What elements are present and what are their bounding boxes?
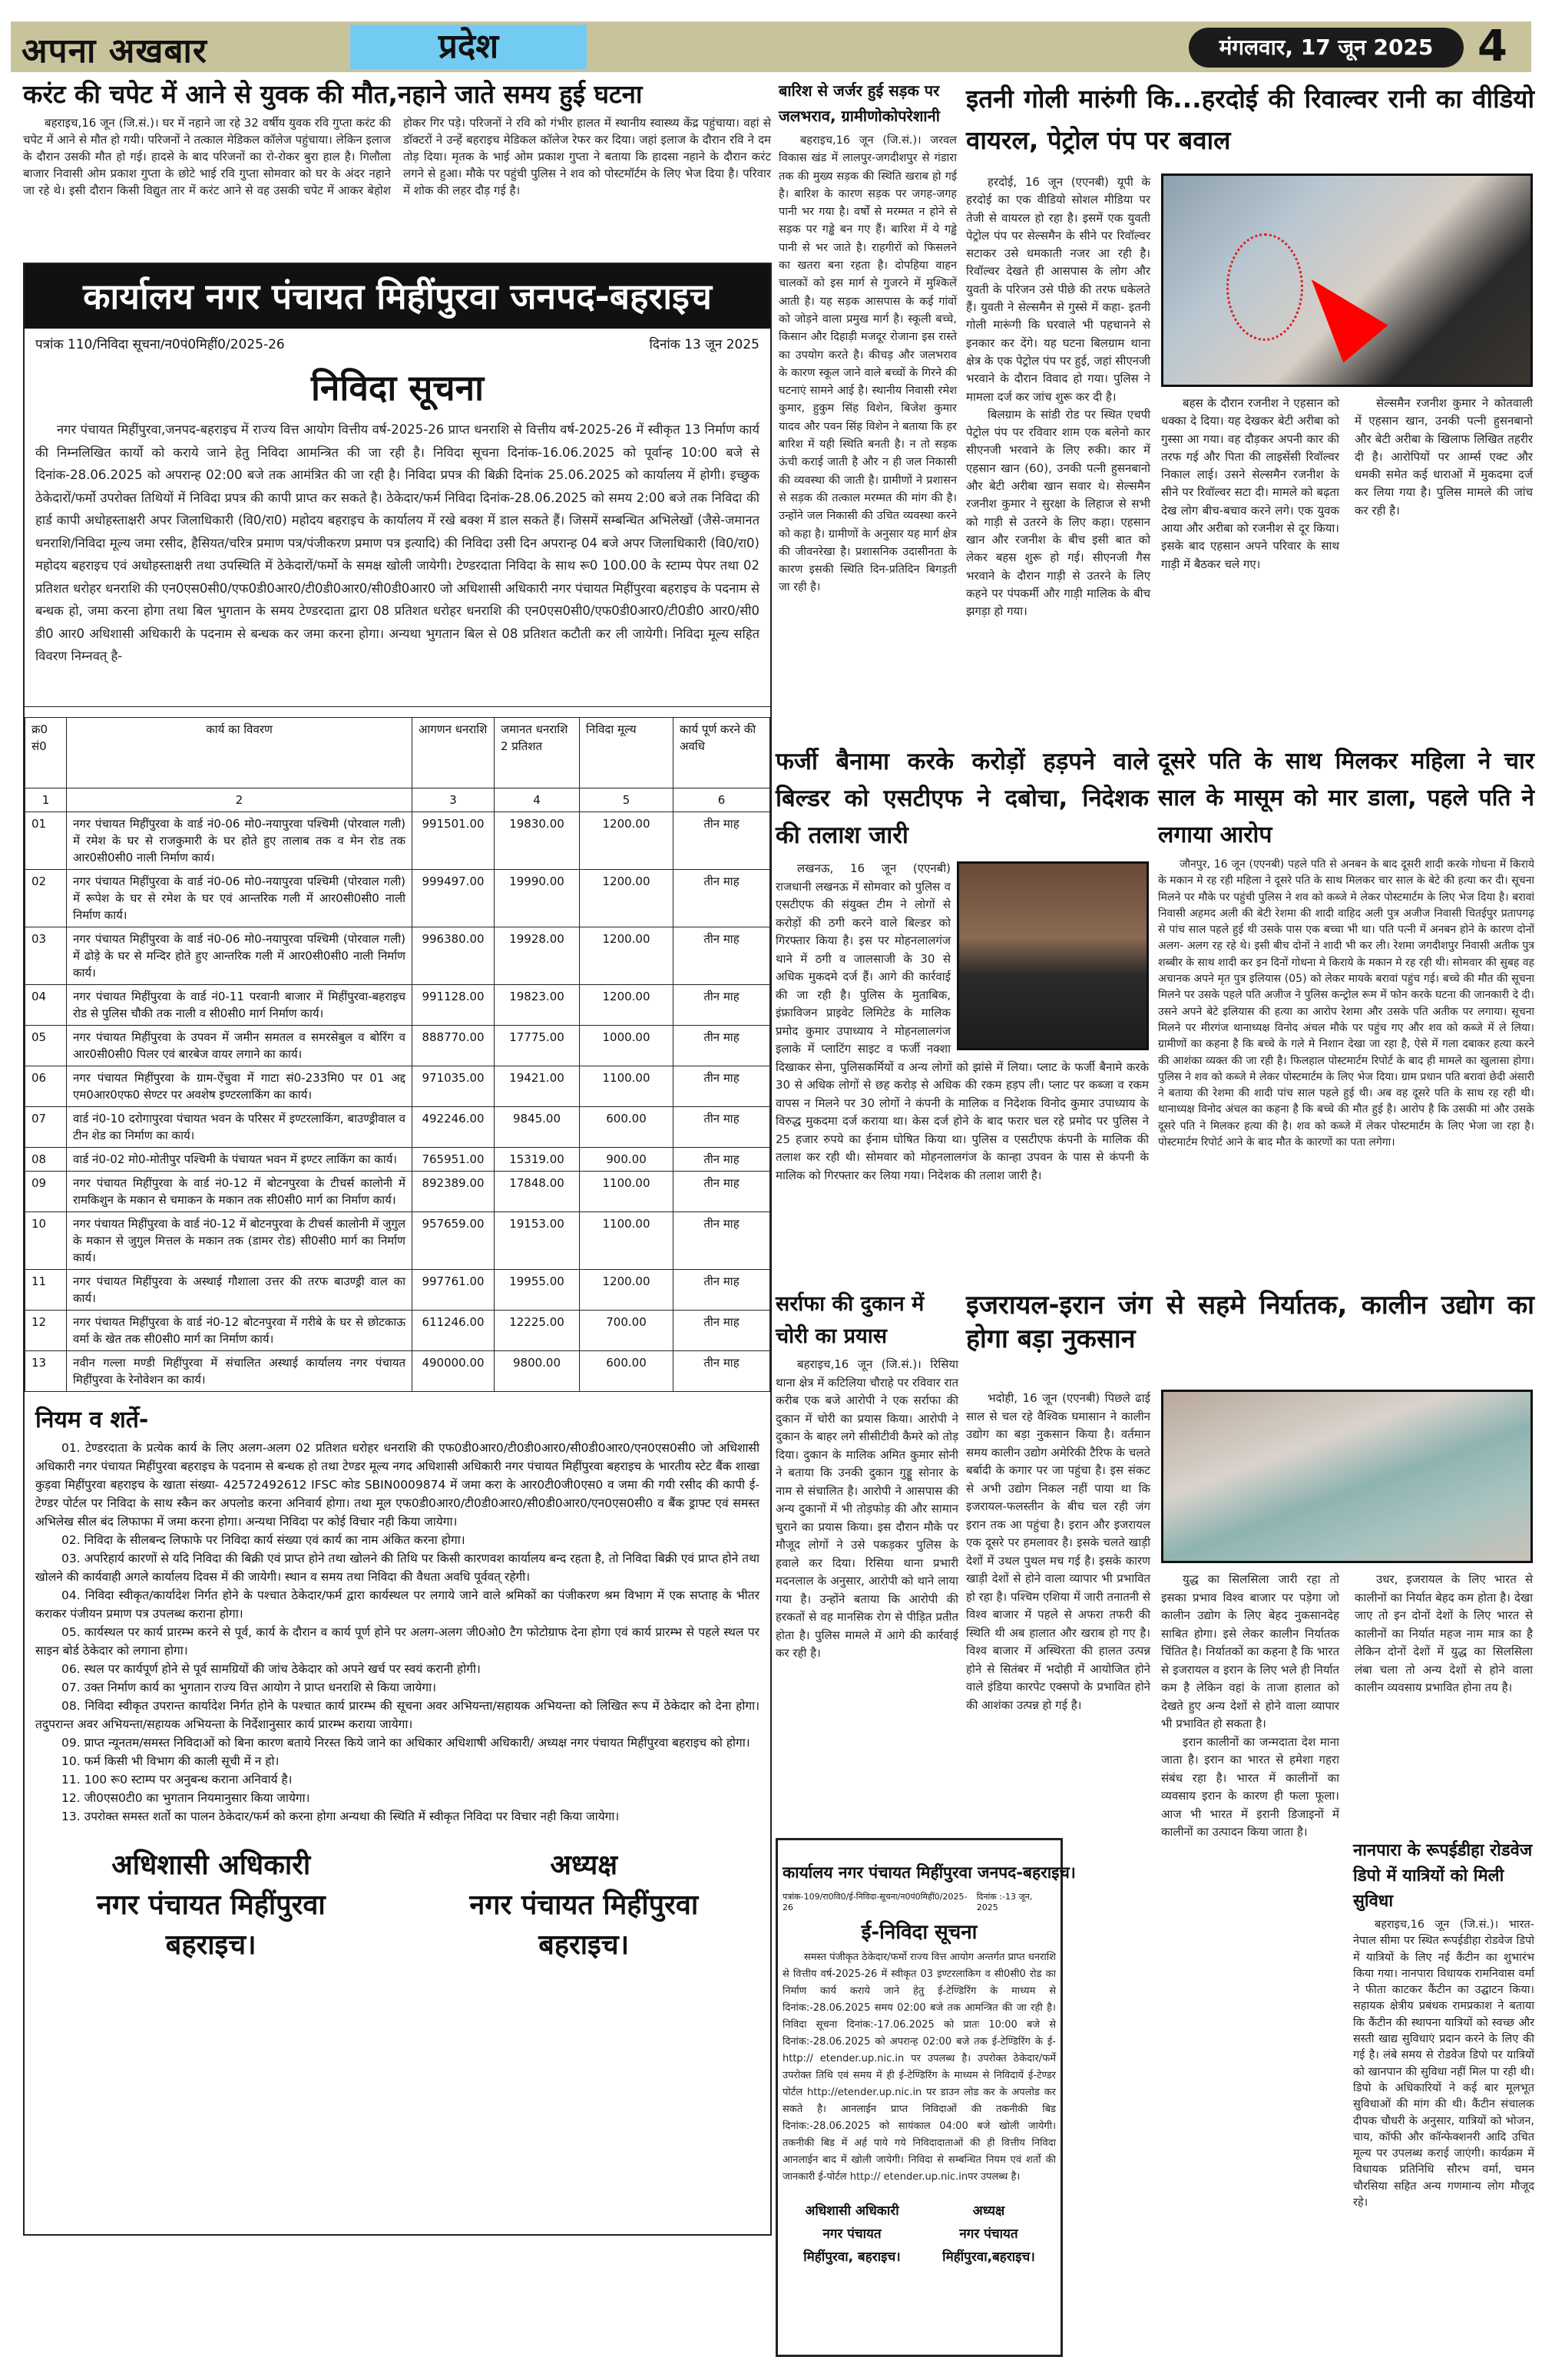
red-arrow-icon: [1289, 260, 1388, 362]
cell-estimate: 997761.00: [412, 1270, 495, 1311]
table-row: [25, 1026, 770, 1066]
article-roadways-canteen: [1353, 1838, 1534, 2357]
headline: बारिश से जर्जर हुई सड़क पर जलभराव, ग्रामीणोकोपरेशानी: [779, 81, 940, 125]
signature-executive-officer: [803, 2200, 901, 2269]
headline: इजरायल-इरान जंग से सहमे निर्यातक, कालीन उद्योग का होगा बड़ा नुकसान: [966, 1290, 1534, 1354]
sig-line: नगर पंचायत मिहींपुरवा: [469, 1889, 699, 1921]
terms-heading: नियम व शर्ते-: [35, 1407, 149, 1433]
cell-security: 17848.00: [495, 1172, 580, 1212]
cell-sn: 09: [25, 1172, 67, 1212]
table-row: [25, 1148, 770, 1172]
article-carpet-industry: [966, 1288, 1534, 1839]
cell-sn: 10: [25, 1212, 67, 1270]
notice-signatures: [783, 2200, 1056, 2269]
cell-period: तीन माह: [673, 1172, 770, 1212]
cell-period: तीन माह: [673, 812, 770, 870]
cell-desc: नगर पंचायत मिहींपुरवा के वार्ड नं0-06 मो0-नयापुरवा पश्चिमी (पोरवाल गली) में रमेश के घर से राजकुमारी के घर होते हुए तालाब तक व मेन रोड तक आर0सी0सी0 नाली निर्माण कार्य।: [67, 812, 412, 870]
sig-line: नगर पंचायत: [822, 2226, 882, 2242]
cell-estimate: 611246.00: [412, 1311, 495, 1351]
notice-intro: नगर पंचायत मिहींपुरवा,जनपद-बहराइच में राज्य वित्त आयोग वित्तीय वर्ष-2025-26 प्राप्त धनराशि से वित्तीय वर्ष-2025-26 में स्वीकृत 13 निर्माण कार्य की निम्नलिखित कार्यो को कराये जाने हेतु निविदा आमन्त्रित की जा रही है। निविदा सूचना दिनांक-16.06.2025 को पूर्वान्ह 10:00 बजे से दिनांक-28.06.2025 को अपरान्ह 02:00 बजे तक आमंत्रित की जा रही है। निविदा प्रपत्र की बिक्री दिनांक 25.06.2025 को कार्यालय में होगी। इच्छुक ठेकेदारों/फर्मो उपरोक्त तिथियों में निविदा प्रपत्र की कापी प्राप्त कर सकते है। ठेकेदार/फर्म निविदा दिनांक-28.06.2025 को समय 2:00 बजे तक निविदा की हार्ड कापी अधोहस्ताक्षरी अपर जिलाधिकारी (वि0/रा0) महोदय बहराइच के कार्यालय में रखे बक्श में डाल सकते हैं। जिसमें सम्बन्धित अभिलेखों (जैसे-जमानत धनराशि/निविदा मूल्य जमा रसीद, हैसियत/चरित्र प्रमाण पत्र/पंजीकरण प्रमाण पत्र इत्यादि) की निविदा उसी दिन अपरान्ह 04 बजे अपर जिलाधिकारी (वि0/रा0) महोदय बहराइच एवं अधोहस्ताक्षरी तथा उपस्थिति में ठेकेदारों/फर्मो के समक्ष खोली जायेगी। टेण्डरदाता निविदा के साथ रू0 100.00 के स्टाम्प पेपर तथा 02 प्रतिशत धरोहर धनराशि की एन0एस0सी0/एफ0डी0आर0/टी0डी0आर0/सी0डी0आर0 जो अधिशासी अधिकारी नगर पंचायत मिहींपुरवा बहराइच के पदनाम से बन्धक हो, जमा करना होगा तथा बिल भुगतान के समय टेण्डरदाता द्वारा 08 प्रतिशत धरोहर धनराशि की एन0एस0सी0/एफ0डी0आर0/टी0डी0 आर0/सी0 डी0 आर0 अधिशासी अधिकारी के पदनाम से बन्धक कर जमा करना होगा। अन्यथा भुगतान बिल से 08 प्रतिशत कटौती कर ली जायेगी। निविदा मूल्य सहित विवरण निम्नवत् है-: [35, 422, 759, 663]
signature-chairman: [942, 2200, 1035, 2269]
cell-estimate: 991128.00: [412, 985, 495, 1026]
term-item: 09. प्राप्त न्यूनतम/समस्त निविदाओं को बिना कारण बताये निरस्त किये जाने का अधिकार अधिशाषी अधिकारी/ अध्यक्ष नगर पंचायत मिहींपुरवा बहराइच को होगा।: [61, 1736, 750, 1750]
cell-fee: 600.00: [580, 1351, 673, 1392]
cell-sn: 02: [25, 870, 67, 927]
cell-period: तीन माह: [673, 1107, 770, 1148]
signature-chairman: [469, 1846, 698, 1965]
col-number: 6: [673, 788, 770, 812]
cell-estimate: 957659.00: [412, 1212, 495, 1270]
table-row: [25, 1172, 770, 1212]
cell-fee: 1100.00: [580, 1066, 673, 1107]
photo-revolver-video: [1161, 174, 1533, 387]
cell-desc: नगर पंचायत मिहींपुरवा के वार्ड नं0-12 बोटनपुरवा में गरीबे के घर से छोटकाऊ वर्मा के खेत तक सी0सी0 मार्ग का निर्माण कार्य।: [67, 1311, 412, 1351]
cell-period: तीन माह: [673, 985, 770, 1026]
tender-notice: [23, 263, 772, 2236]
term-item: 05. कार्यस्थल पर कार्य प्रारम्भ करने से पूर्व, कार्य के दौरान व कार्य पूर्ण होने पर अलग-अलग जी0ओ0 टैग फोटोग्राफ देना होगा एवं कार्य प्रारम्भ से पहले स्थल पर साइन बोर्ड ठेकेदार को लगाना होगा।: [35, 1625, 759, 1658]
notice-ref: पत्रांक-109/रा0वि0/ई-निविदा-सूचना/न0पं0मिहीं0/2025-26: [783, 1892, 968, 1912]
cell-fee: 1100.00: [580, 1212, 673, 1270]
cell-period: तीन माह: [673, 1311, 770, 1351]
terms-list: [35, 1439, 759, 1826]
cell-fee: 700.00: [580, 1311, 673, 1351]
masthead: [11, 21, 1531, 72]
article-electrocution: [23, 78, 771, 253]
sig-line: मिहींपुरवा,बहराइच।: [942, 2249, 1035, 2265]
cell-desc: नगर पंचायत मिहींपुरवा के वार्ड नं0-06 मो0-नयापुरवा पश्चिमी (पोरवाल गली) में रूपेश के घर से रमेश के घर एवं आन्तरिक गली में आर0सी0सी0 नाली निर्माण कार्य।: [67, 870, 412, 927]
cell-desc: वार्ड नं0-10 दरोगापुरवा पंचायत भवन के परिसर में इण्टरलाकिंग, बाउण्ड्रीवाल व टीन शेड का निर्माण का कार्य।: [67, 1107, 412, 1148]
article-jewellery-theft: [776, 1288, 958, 1818]
cell-security: 19421.00: [495, 1066, 580, 1107]
page-number: 4: [1477, 21, 1507, 71]
cell-fee: 1200.00: [580, 812, 673, 870]
cell-desc: नगर पंचायत मिहींपुरवा के ग्राम-ऐंचुवा में गाटा सं0-233मि0 पर 01 अद्द एम0आर0एफ0 सेण्टर पर अवशेष इण्टरलाकिंग का कार्य।: [67, 1066, 412, 1107]
cell-security: 17775.00: [495, 1026, 580, 1066]
cell-sn: 04: [25, 985, 67, 1026]
article-child-murder: [1158, 743, 1534, 1281]
photo-builder: [957, 861, 1149, 1050]
table-row: [25, 1311, 770, 1351]
term-item: 12. जी0एस0टी0 का भुगतान नियमानुसार किया जायेगा।: [61, 1791, 310, 1805]
article-fake-deed-builder: [776, 743, 1149, 1281]
cell-estimate: 892389.00: [412, 1172, 495, 1212]
article-waterlogged-road: [779, 78, 957, 739]
cell-security: 19990.00: [495, 870, 580, 927]
cell-fee: 1100.00: [580, 1172, 673, 1212]
cell-period: तीन माह: [673, 1148, 770, 1172]
table-row: [25, 1066, 770, 1107]
cell-security: 9845.00: [495, 1107, 580, 1148]
sig-line: बहराइच।: [165, 1929, 256, 1961]
term-item: 10. फर्म किसी भी विभाग की काली सूची में न हो।: [61, 1754, 280, 1768]
col-number: 3: [412, 788, 495, 812]
notice-signatures: [25, 1846, 770, 1965]
headline: सर्राफा की दुकान में चोरी का प्रयास: [776, 1292, 925, 1348]
cell-desc: नगर पंचायत मिहींपुरवा के उपवन में जमीन समतल व समरसेबुल व बोरिंग व आर0सी0सी0 पिलर एवं बारबेज वायर लगाने का कार्य।: [67, 1026, 412, 1066]
sig-line: बहराइच।: [538, 1929, 630, 1961]
works-table: [25, 717, 770, 1392]
table-row: [25, 985, 770, 1026]
col-number: 1: [25, 788, 67, 812]
signature-executive-officer: [97, 1846, 326, 1965]
cell-estimate: 999497.00: [412, 870, 495, 927]
sig-line: नगर पंचायत मिहींपुरवा: [96, 1889, 326, 1921]
cell-security: 19153.00: [495, 1212, 580, 1270]
article-body-3: उधर, इजरायल के लिए भारत से कालीनों का निर्यात बेहद कम होता है। देखा जाए तो इन दोनों देशों के लिए भारत से कालीनों का निर्यात महज नाम मात्र का है लेकिन दोनों देशों में युद्ध का सिलसिला लंबा चला तो अन्य देशों से होने वाला कालीन व्यवसाय प्रभावित होना तय है।: [1355, 1572, 1533, 1694]
col-header: जमानत धनराशि 2 प्रतिशत: [495, 718, 580, 788]
cell-estimate: 971035.00: [412, 1066, 495, 1107]
col-header: निविदा मूल्य: [580, 718, 673, 788]
column-number-row: [25, 788, 770, 812]
cell-fee: 1200.00: [580, 985, 673, 1026]
notice-body: समस्त पंजीकृत ठेकेदार/फर्मो राज्य वित्त आयोग अन्तर्गत प्राप्त धनराशि से वित्तीय वर्ष-2025-26 में स्वीकृत 03 इण्टरलाकिग व सी0सी0 रोड का निर्माण कार्य कराये जाने हेतु ई-टेण्डिरिंग के माध्यम से दिनांक:-28.06.2025 समय 02:00 बजे तक आमन्त्रित की जा रही है। निविदा सूचना दिनांक:-17.06.2025 को प्रातः 10:00 बजे से दिनांक:-28.06.2025 को अपरान्ह 02:00 बजे तक ई-टेण्डिरिंग के ई-http:// etender.up.nic.in पर उपलब्ध है। उपरोक्त ठेकेदार/फर्मे उपरोक्त तिथि एवं समय में ही ई-टेण्डिरिंग के माध्यम से निविदायें ई-टेण्डर पोर्टल http://etender.up.nic.in पर डाउन लोड कर के अपलोड कर सकते है। आनलाईन प्राप्त निविदाओं की तकनीकी बिड दिनांक:-28.06.2025 को सायंकाल 04:00 बजे खोली जायेगी। तकनीकी बिड में अर्ह पाये गये निविदादाताओं की ही वित्तीय निविदा आनलाईन बाद में खोली जायेगी। निविदा से सम्बन्धित नियम एवं शर्तो की जानकारी ई-पोर्टल http:// etender.up.nic.inपर उपलब्ध है।: [783, 1952, 1056, 2183]
cell-desc: नगर पंचायत मिहींपुरवा के वार्ड नं0-12 में बोटनपुरवा के टीचर्स कालोनी में जुगुल के मकान से जुगुल मित्तल के मकान तक (डामर रोड) सी0सी0 मार्ग का निर्माण कार्य।: [67, 1212, 412, 1270]
sig-line: अध्यक्ष: [550, 1849, 618, 1881]
table-row: [25, 870, 770, 927]
col-header: कार्य का विवरण: [67, 718, 412, 788]
cell-desc: नगर पंचायत मिहींपुरवा के अस्थाई गौशाला उत्तर की तरफ बाउण्ड्री वाल का कार्य।: [67, 1270, 412, 1311]
cell-fee: 900.00: [580, 1148, 673, 1172]
cell-period: तीन माह: [673, 927, 770, 985]
term-item: 06. स्थल पर कार्यपूर्ण होने से पूर्व सामग्रियों की जांच ठेकेदार को अपने खर्च पर स्वयं करानी होगी।: [61, 1662, 481, 1676]
table-row: [25, 812, 770, 870]
article-body: भदोही, 16 जून (एएनबी) पिछले ढाई साल से चल रहे वैश्विक घमासान ने कालीन उद्योग का बड़ा नुकसान किया है। वर्तमान समय कालीन उद्योग अमेरिकी टैरिफ के चलते बर्बादी के कगार पर जा पहुंचा है। इस संकट से अभी उद्योग निकल नहीं पाया था कि इजरायल-फलस्तीन के बीच चल रही जंग इरान तक आ पहुंचा है। इरान और इजरायल एक दूसरे पर हमलावर है। इसके चलते खाड़ी देशों में उथल पुथल मच गई है। इसके कारण खाड़ी देशों से होने वाला व्यापार भी प्रभावित हो रहा है। पश्चिम एशिया में जारी तनातनी से विश्व बाजार में पहले से अफरा तफरी की स्थिति थी अब हालात और खराब हो गए है। विश्व बाजार में अस्थिरता की हालत उत्पन्न होने से सितंबर में भदोही में आयोजित होने वाले इंडिया कारपेट एक्सपो के प्रभावित होने की आशंका उत्पन्न हो गई है।: [966, 1391, 1150, 1712]
article-body-2: युद्ध का सिलसिला जारी रहा तो इसका प्रभाव विश्व बाजार पर पड़ेगा जो कालीन उद्योग के लिए बेहद नुकसानदेह साबित होगा। इसे लेकर कालीन निर्यातक चिंतित है। निर्यातकों का कहना है कि भारत से इजरायल व इरान के लिए भले ही निर्यात कम है लेकिन वहां के ताजा हालात को देखते हुए अन्य देशों से होने वाला व्यापार भी प्रभावित हो सकता है। इरान कालीनों का जन्मदाता देश माना जाता है। इरान का भारत से हमेशा गहरा संबंध रहा है। भारत में कालीनों का व्यवसाय इरान के कारण ही फला फूला। आज भी भारत में इरानी डिजाइनों में कालीनों का उत्पादन किया जाता है।: [1161, 1572, 1339, 1839]
col-number: 2: [67, 788, 412, 812]
cell-period: तीन माह: [673, 870, 770, 927]
cell-fee: 1200.00: [580, 870, 673, 927]
table-header-row: [25, 718, 770, 788]
article-body: जौनपुर, 16 जून (एएनबी) पहले पति से अनबन के बाद दूसरी शादी करके गोधना में किराये के मकान मे रह रही महिला ने दूसरे पति के साथ मिलकर चार साल के बेटे की हत्या कर दी। सूचना मिलने पर मौके पर पहुंची पुलिस ने शव को कब्जे मे लेकर पोस्टमार्टम के लिए भेज दिया है। बरावां निवासी अहमद अली की बेटी रेशमा की शादी वाहिद अली पुत्र अजीज निवासी चितईपुर प्रतापगढ़ से पांच साल पहले हुई थी उसके पास एक बच्चा भी था। पति पत्नी में अनबन होने के कारण दोनों अलग- अलग रह रहे थे। इसी बीच दोनों ने शादी भी कर ली। रेशमा जगदीशपुर निवासी अतीक पुत्र शब्बीर के साथ शादी कर इन दिनों गोधना मे किराये के मकान मे रह रही थी। सोमवार की सुबह वह अचानक अपने मृत पुत्र इलियास (05) को लेकर मायके बरावां पहुंच गई। बच्चे की मौत की सूचना मिलने पर उसके पहले पति अजीज ने पुलिस कन्ट्रोल रूम में फोन करके घटना की जानकारी दे दी। उसने अपने बेटे इलियास की हत्या का आरोप रेशमा और उसके पति अतीक पर लगाया। सूचना मिलने पर मीरगंज थानाध्यक्ष विनोद अंचल मौके पर पहुंच गए और शव को कब्जे में ले लिया। ग्रामीणों का कहना है कि बच्चे के गले मे निशान देखा जा रहा है, ऐसे में गला दबाकर हत्या करने की आशंका व्यक्त की जा रही है। फिलहाल पोस्टमार्टम रिपोर्ट के बाद ही मामले का खुलासा होगा। पुलिस ने शव को कब्जे मे लेकर पोस्टमार्टम के लिए भेज दिया। ग्राम प्रधान पति बरावां छेदी अंसारी ने बताया की रेशमा की शादी पांच साल पहले हुई थी। अब वह दूसरे पति के साथ रह रही थी। थानाध्यक्ष विनोद अंचल का कहना है कि बच्चे की मौत हुई है। आरोप है कि उसकी मां और उसके दूसरे पति ने मिलकर हत्या की है। शव को कब्जे में लेकर पोस्टमार्टम के लिए भेजा जा रहा है। पोस्टमार्टम रिपोर्ट आने के बाद मौत के कारणों का पता लगेगा।: [1158, 858, 1534, 1149]
col-header: कार्य पूर्ण करने की अवधि: [673, 718, 770, 788]
notice-office-title: कार्यालय नगर पंचायत मिहींपुरवा जनपद-बहराइच: [25, 264, 770, 329]
article-body-3: सेल्समैन रजनीश कुमार ने कोतवाली में एहसान खान, उनकी पत्नी हुसनबानो और बेटी अरीबा के खिलाफ लिखित तहरीर दी है। आरोपियों पर आर्म्स एक्ट और धमकी समेत कई धाराओं में मुकदमा दर्ज कर लिया गया है। पुलिस मामले की जांच कर रही है।: [1355, 396, 1533, 517]
col-number: 4: [495, 788, 580, 812]
table-row: [25, 1107, 770, 1148]
sig-line: अध्यक्ष: [972, 2203, 1005, 2219]
cell-sn: 01: [25, 812, 67, 870]
term-item: 04. निविदा स्वीकृत/कार्यादेश निर्गत होने के पश्चात ठेकेदार/फर्म द्वारा कार्यस्थल पर लगाये जाने वाले श्रमिकों का पंजीकरण श्रम विभाग में एक सप्ताह के भीतर कराकर पंजीयन प्रमाण पत्र उपलब्ध कराना होगा।: [35, 1588, 759, 1621]
term-item: 02. निविदा के सीलबन्द लिफाफे पर निविदा कार्य संख्या एवं कार्य का नाम अंकित करना होगा।: [61, 1533, 465, 1547]
table-row: [25, 1212, 770, 1270]
cell-period: तीन माह: [673, 1212, 770, 1270]
newspaper-name: अपना अखबार: [22, 31, 207, 71]
table-row: [25, 927, 770, 985]
article-body: बहराइच,16 जून (जि.सं.)। रिसिया थाना क्षेत्र में कटिलिया चौराहे पर रविवार रात करीब एक बजे आरोपी ने एक सर्राफा की दुकान में चोरी का प्रयास किया। आरोपी ने दुकान के बाहर लगे सीसीटीवी कैमरे को तोड़ दिया। दुकान के मालिक अमित कुमार सोनी ने बताया कि उनकी दुकान गुड्डू सोनार के नाम से संचालित है। आरोपी ने आसपास की अन्य दुकानों में भी तोड़फोड़ की और सामान चुराने का प्रयास किया। इस दौरान मौके पर मौजूद लोगों ने उसे पकड़कर पुलिस के हवाले कर दिया। रिसिया थाना प्रभारी मदनलाल के अनुसार, आरोपी को थाने लाया गया है। उन्होंने बताया कि आरोपी की हरकतों से वह मानसिक रोग से पीड़ित प्रतीत होता है। पुलिस मामले में आगे की कार्रवाई कर रही है।: [776, 1357, 959, 1660]
col-number: 5: [580, 788, 673, 812]
cell-security: 12225.00: [495, 1311, 580, 1351]
cell-period: तीन माह: [673, 1066, 770, 1107]
article-body: बहराइच,16 जून (जि.सं.)। घर में नहाने जा रहे 32 वर्षीय युवक रवि गुप्ता करंट की चपेट में आने से मौत हो गयी। परिजनों ने तत्काल मेडिकल कॉलेज पहुंचाया। लेकिन इलाज के दौरान उसकी मौत हो गई। हादसे के बाद परिजनों का रो-रोकर बुरा हाल है। गिलौला बाजार निवासी ओम प्रकाश गुप्ता के छोटे भाई रवि गुप्ता सोमवार को घर के अंदर नहाने जा रहे थे। इसी दौरान किसी विद्युत तार में करंट आने से वह उसकी चपेट में आकर बेहोश होकर गिर पड़े। परिजनों ने रवि को गंभीर हालत में स्थानीय स्वास्थ्य केंद्र पहुंचाया। वहां से डॉक्टरों ने उन्हें बहराइच मेडिकल कॉलेज रेफर कर दिया। जहां इलाज के दौरान रवि ने दम तोड़ दिया। मृतक के भाई ओम प्रकाश गुप्ता ने बताया कि हादसा नहाने के दौरान करंट लगने से हुआ। मौके पर पहुंची पुलिस ने शव को पोस्टमॉर्टम के लिए भेज दिया है। परिवार में शोक की लहर दौड़ गई है।: [23, 116, 771, 198]
cell-sn: 08: [25, 1148, 67, 1172]
notice-heading: निविदा सूचना: [310, 367, 485, 408]
term-item: 07. उक्त निर्माण कार्य का भुगतान राज्य वित्त आयोग ने प्राप्त धनराशि से किया जायेगा।: [61, 1681, 437, 1694]
photo-carpets: [1161, 1390, 1533, 1563]
cell-security: 15319.00: [495, 1148, 580, 1172]
cell-estimate: 996380.00: [412, 927, 495, 985]
cell-estimate: 765951.00: [412, 1148, 495, 1172]
headline: दूसरे पति के साथ मिलकर महिला ने चार साल के मासूम को मार डाला, पहले पति ने लगाया आरोप: [1158, 748, 1534, 848]
article-body: लखनऊ, 16 जून (एएनबी) राजधानी लखनऊ में सोमवार को पुलिस व एसटीएफ की संयुक्त टीम ने लोगों से करोड़ों की ठगी करने वाले बिल्डर को गिरफ्तार किया है। इस पर मोहनलालगंज थाने में ठगी व जालसाजी के 30 से अधिक मुकदमे दर्ज हैं। आगे की कार्रवाई की जा रही है। पुलिस के मुताबिक, इंफ्राविजन प्राइवेट लिमिटेड के मालिक प्रमोद कुमार उपाध्याय ने मोहनलालगंज इलाके में प्लाटिंग साइट व फर्जी नक्शा दिखाकर सेना, पुलिसकर्मियों व अन्य लोगों को झांसे में लिया। प्लाट के फर्जी बैनामे करके 30 से अधिक लोगों से छह करोड़ से अधिक की रकम हड़प ली। प्लाट पर कब्जा व रकम वापस न मिलने पर 30 लोगों ने कंपनी के मालिक व निदेशक विनोद कुमार उपाध्याय के विरुद्ध मुकदमा दर्ज कराया था। केस दर्ज होने के बाद फरार चल रहे प्रमोद पर पुलिस ने 25 हजार रुपये का ईनाम घोषित किया था। पुलिस व एसटीएफ कंपनी के मालिक की तलाश कर रही थी। सोमवार को मोहनलालगंज के कान्हा उपवन के पास से कंपनी के मालिक को गिरफ्तार कर लिया गया। निदेशक की तलाश जारी है।: [776, 861, 1149, 1182]
cell-estimate: 991501.00: [412, 812, 495, 870]
cell-estimate: 492246.00: [412, 1107, 495, 1148]
term-item: 13. उपरोक्त समस्त शर्तो का पालन ठेकेदार/फर्म को करना होगा अन्यथा की स्थिति में स्वीकृत निविदा पर विचार नही किया जायेगा।: [61, 1810, 620, 1823]
cell-desc: वार्ड नं0-02 मो0-मोतीपुर पश्चिमी के पंचायत भवन में इण्टर लाकिंग का कार्य।: [67, 1148, 412, 1172]
cell-desc: नगर पंचायत मिहींपुरवा के वार्ड नं0-11 परवानी बाजार में मिहींपुरवा-बहराइच रोड से पुलिस चौकी तक नाली व सी0सी0 मार्ग निर्माण कार्य।: [67, 985, 412, 1026]
cell-period: तीन माह: [673, 1026, 770, 1066]
notice-ref: पत्रांक 110/निविदा सूचना/न0पं0मिहीं0/2025-26: [35, 337, 285, 352]
notice-office-title: कार्यालय नगर पंचायत मिहींपुरवा जनपद-बहराइच।: [783, 1863, 1076, 1882]
article-body: बहराइच,16 जून (जि.सं.)। भारत-नेपाल सीमा पर स्थित रूपईडीहा रोडवेज डिपो में यात्रियों के लिए नई कैंटीन का शुभारंभ किया गया। नानपारा विधायक रामनिवास वर्मा ने फीता काटकर कैंटीन का उद्घाटन किया। सहायक क्षेत्रीय प्रबंधक रामप्रकाश ने बताया कि कैंटीन की स्थापना यात्रियों को स्वच्छ और सस्ती खाद्य सुविधाएं प्रदान करने के लिए की गई है। लंबे समय से रोडवेज डिपो पर यात्रियों को खानपान की सुविधा नहीं मिल पा रही थी। डिपो के अधिकारियों ने कई बार मूलभूत सुविधाओं की मांग की थी। कैंटीन संचालक दीपक चौधरी के अनुसार, यात्रियों को भोजन, चाय, कॉफी और कॉन्फेक्शनरी आदि उचित मूल्य पर उपलब्ध कराई जाएंगी। कार्यक्रम में विधायक प्रतिनिधि सौरभ वर्मा, चमन चौरसिया सहित अन्य गणमान्य लोग मौजूद रहे।: [1353, 1919, 1534, 2210]
cell-sn: 03: [25, 927, 67, 985]
headline: नानपारा के रूपईडीहा रोडवेज डिपो में यात्रियों को मिली सुविधा: [1353, 1841, 1533, 1911]
term-item: 01. टेण्डरदाता के प्रत्येक कार्य के लिए अलग-अलग 02 प्रतिशत धरोहर धनराशि की एफ0डी0आर0/टी0डी0आर0/सी0डी0आर0/एन0एस0सी0 जो अधिशासी अधिकारी नगर पंचायत मिहींपुरवा बहराइच के पदनाम से बन्धक हो तथा टेण्डर मूल्य नगद अधिशासी अधिकारी नगर पंचायत मिहींपुरवा बहराइच के भारतीय स्टेट बैंक शाखा कुड़वा मिहींपुरवा बहराइच के खाता संख्या- 42572492612 IFSC कोड SBIN0009874 में जमा करा के आर0टी0जी0एस0 व जमा की गयी रसीद की कापी ई-टेण्डर पोर्टल पर निविदा के साथ स्कैन कर अपलोड करना अनिवार्य होगा। तथा मूल एफ0डी0आर0/टी0डी0आर0/सी0डी0आर0/एन0एस0सी0 व बैंक ड्राफ्ट एवं समस्त अभिलेख सील बंद लिफाफा में जमा करना होगा। अन्यथा निविदा पर कोई विचार नही किया जायेगा।: [35, 1441, 759, 1529]
sig-line: नगर पंचायत: [959, 2226, 1018, 2242]
col-header: आगणन धनराशि: [412, 718, 495, 788]
cell-sn: 13: [25, 1351, 67, 1392]
article-body: हरदोई, 16 जून (एएनबी) यूपी के हरदोई का एक वीडियो सोशल मीडिया पर तेजी से वायरल हो रहा है। इसमें एक युवती पेट्रोल पंप पर सेल्समैन के सीने पर रिवॉल्वर सटाकर उसे धमकाती नजर आ रही है। रिवॉल्वर देखते ही आसपास के लोग और युवती के परिजन उसे पीछे की तरफ धकेलते हैं। युवती ने सेल्समैन से गुस्से में कहा- इतनी गोली मारूंगी कि घरवाले भी पहचानने से इनकार कर देंगे। यह घटना बिलग्राम थाना क्षेत्र के एक पेट्रोल पंप पर हुई, जहां सीएनजी भरवाने के दौरान विवाद हो गया। पुलिस ने मामला दर्ज कर जांच शुरू कर दी है। बिलग्राम के सांडी रोड पर स्थित एचपी पेट्रोल पंप पर रविवार शाम एक बलेनो कार सीएनजी भरवाने के लिए रुकी। कार में एहसान खान (60), उनकी पत्नी हुसनबानो और बेटी अरीबा खान सवार थे। सेल्समैन रजनीश कुमार ने सुरक्षा के लिहाज से सभी को गाड़ी से उतरने के लिए कहा। एहसान खान और रजनीश के बीच इसी बात को लेकर बहस शुरू हो गई। सीएनजी गैस भरवाने के दौरान गाड़ी से उतरने के लिए कहने पर पंपकर्मी और गाड़ी मालिक के बीच झगड़ा हो गया।: [966, 175, 1150, 619]
highlight-circle: [1226, 233, 1303, 341]
table-row: [25, 1270, 770, 1311]
cell-desc: नगर पंचायत मिहींपुरवा के वार्ड नं0-12 में बोटनपुरवा के टीचर्स कालोनी में रामकिशुन के मकान से चमाकन के मकान तक सी0सी0 मार्ग का निर्माण कार्य।: [67, 1172, 412, 1212]
term-item: 03. अपरिहार्य कारणों से यदि निविदा की बिक्री एवं प्राप्त होने तथा खोलने की तिथि पर किसी कारणवश कार्यालय बन्द रहता है, तो निविदा बिक्री एवं प्राप्त होने तथा खोलने की कार्यवाही अगले कार्यालय दिवस में की जायेगी। स्थान व समय तथा निविदा की वैधता अवधि पूर्ववत् रहेगी।: [35, 1552, 759, 1584]
e-tender-notice: [776, 1838, 1076, 2357]
cell-sn: 06: [25, 1066, 67, 1107]
section-label: प्रदेश: [350, 25, 587, 69]
headline: इतनी गोली मारुंगी कि...हरदोई की रिवाल्वर रानी का वीडियो वायरल, पेट्रोल पंप पर बवाल: [966, 84, 1534, 155]
sig-line: अधिशासी अधिकारी: [111, 1849, 311, 1881]
cell-sn: 07: [25, 1107, 67, 1148]
headline: करंट की चपेट में आने से युवक की मौत,नहाने जाते समय हुई घटना: [23, 79, 643, 109]
table-row: [25, 1351, 770, 1392]
cell-sn: 12: [25, 1311, 67, 1351]
cell-sn: 05: [25, 1026, 67, 1066]
cell-security: 19823.00: [495, 985, 580, 1026]
cell-security: 19955.00: [495, 1270, 580, 1311]
cell-period: तीन माह: [673, 1351, 770, 1392]
article-body: बहराइच,16 जून (जि.सं.)। जरवल विकास खंड में लालपुर-जगदीशपुर से गंडारा तक की मुख्य सड़क की स्थिति खराब हो गई है। बारिश के कारण सड़क पर जगह-जगह पानी भर गया है। वर्षों से मरम्मत न होने से सड़क पर गड्ढे बन गए हैं। बारिश में ये गड्ढे पानी से भर जाते है। राहगीरों को फिसलने का खतरा बना रहता है। दोपहिया वाहन चालकों को इस मार्ग से गुजरने में मुश्किलें आती है। यह सड़क आसपास के कई गांवों को जोड़ने वाला प्रमुख मार्ग है। स्कूली बच्चे, किसान और दिहाड़ी मजदूर रोजाना इस रास्ते का उपयोग करते है। कीचड़ और जलभराव के कारण स्कूल जाने वाले बच्चों के गिरने की घटनाएं सामने आई है। स्थानीय निवासी रमेश कुमार, हुकुम सिंह विशेन, बिजेश कुमार यादव और पवन सिंह विशेन ने बताया कि हर बारिश में यही स्थिति बनती है। न तो सड़क ऊंची कराई जाती है और न ही जल निकासी की व्यवस्था की जाती है। ग्रामीणों ने प्रशासन से सड़क की तत्काल मरम्मत की मांग की है। उन्होंने जल निकासी की उचित व्यवस्था करने को कहा है। ग्रामीणों के अनुसार यह मार्ग क्षेत्र की जीवनरेखा है। प्रशासनिक उदासीनता के कारण इसकी स्थिति दिन-प्रतिदिन बिगड़ती जा रही है।: [779, 134, 957, 594]
cell-estimate: 490000.00: [412, 1351, 495, 1392]
terms-section: [25, 1392, 770, 1826]
sig-line: मिहींपुरवा, बहराइच।: [803, 2249, 901, 2265]
sig-line: अधिशासी अधिकारी: [805, 2203, 899, 2219]
cell-security: 19928.00: [495, 927, 580, 985]
notice-date: दिनांक :-13 जून, 2025: [976, 1892, 1033, 1912]
headline: फर्जी बैनामा करके करोड़ों हड़पने वाले बिल्डर को एसटीएफ ने दबोचा, निदेशक की तलाश जारी: [776, 748, 1149, 849]
cell-desc: नगर पंचायत मिहींपुरवा के वार्ड नं0-06 मो0-नयापुरवा पश्चिमी (पोरवाल गली) में ढोड़े के घर से मन्दिर होते हुए आन्तरिक गली में आर0सी0सी0 नाली निर्माण कार्य।: [67, 927, 412, 985]
cell-desc: नवीन गल्ला मण्डी मिहींपुरवा में संचालित अस्थाई कार्यालय नगर पंचायत मिहींपुरवा के रेनोवेशन का कार्य।: [67, 1351, 412, 1392]
cell-estimate: 888770.00: [412, 1026, 495, 1066]
article-body-2: बहस के दौरान रजनीश ने एहसान को धक्का दे दिया। यह देखकर बेटी अरीबा को गुस्सा आ गया। वह दौड़कर अपनी कार की तरफ गई और पिता की लाइसेंसी रिवॉल्वर निकाल लाई। उसने सेल्समैन रजनीश के सीने पर रिवॉल्वर सटा दी। मामले को बढ़ता देख लोग बीच-बचाव करने लगे। एक युवक आया और अरीबा को रजनीश से दूर किया। इसके बाद एहसान अपने परिवार के साथ गाड़ी में बैठकर चले गए।: [1161, 396, 1339, 571]
cell-fee: 600.00: [580, 1107, 673, 1148]
term-item: 11. 100 रू0 स्टाम्प पर अनुबन्ध कराना अनिवार्य है।: [61, 1773, 293, 1787]
issue-date: मंगलवार, 17 जून 2025: [1189, 28, 1464, 68]
notice-date: दिनांक 13 जून 2025: [649, 337, 759, 352]
cell-sn: 11: [25, 1270, 67, 1311]
cell-fee: 1200.00: [580, 1270, 673, 1311]
cell-period: तीन माह: [673, 1270, 770, 1311]
notice-heading: ई-निविदा सूचना: [861, 1921, 978, 1944]
cell-security: 19830.00: [495, 812, 580, 870]
article-revolver-rani: [966, 78, 1534, 739]
cell-security: 9800.00: [495, 1351, 580, 1392]
term-item: 08. निविदा स्वीकृत उपरान्त कार्यादेश निर्गत होने के पश्चात कार्य प्रारम्भ की सूचना अवर अभियन्ता/सहायक अभियन्ता को लिखित रूप में ठेकेदार को देना होगा। तदुपरान्त अवर अभियन्ता/सहायक अभियन्ता के निर्देशानुसार कार्य प्रारम्भ कराया जायेगा।: [35, 1699, 759, 1731]
cell-fee: 1000.00: [580, 1026, 673, 1066]
cell-fee: 1200.00: [580, 927, 673, 985]
col-header: क्र0 सं0: [25, 718, 67, 788]
